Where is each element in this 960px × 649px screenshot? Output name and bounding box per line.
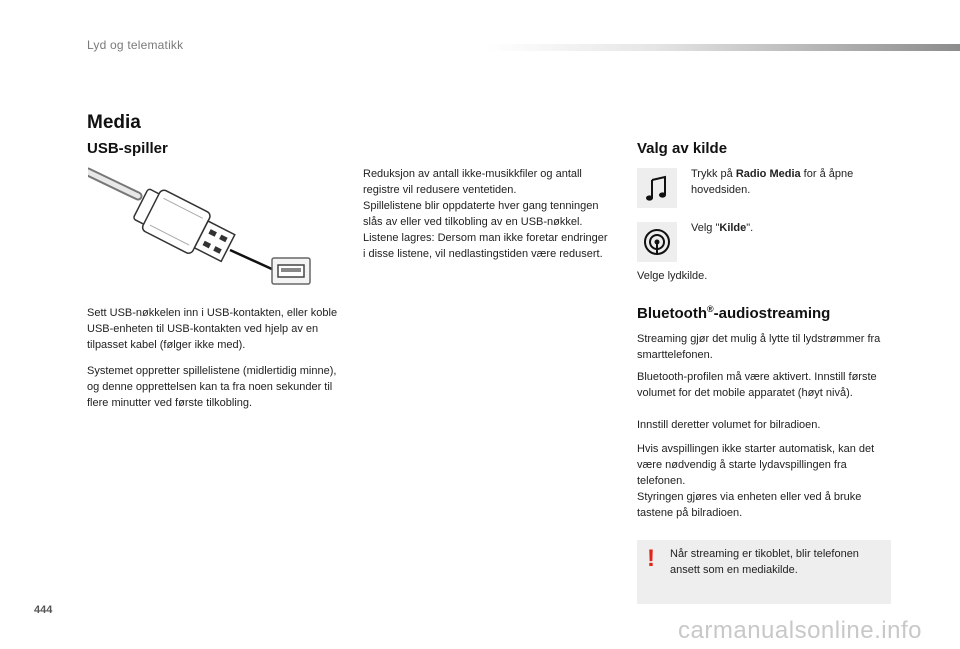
source-step-2-suffix: ". bbox=[746, 222, 754, 234]
source-signal-icon bbox=[637, 222, 677, 262]
music-note-icon bbox=[637, 168, 677, 208]
source-step-2-prefix: Velg " bbox=[691, 222, 720, 234]
source-step-2 bbox=[691, 220, 891, 236]
kilde-label: Kilde bbox=[719, 222, 747, 234]
watermark: carmanualsonline.info bbox=[678, 617, 922, 644]
usb-heading: USB-spiller bbox=[87, 140, 168, 157]
radio-media-label: Radio Media bbox=[735, 168, 801, 180]
bluetooth-heading bbox=[637, 304, 830, 322]
usb-stick-illustration bbox=[88, 166, 314, 288]
bluetooth-heading-main: Bluetooth bbox=[637, 305, 707, 322]
source-select-text: Velge lydkilde. bbox=[637, 270, 708, 282]
source-step-1-suffix: for å åpne hovedsiden. bbox=[691, 168, 854, 196]
usb-paragraph-2: Spillelistene blir oppdaterte hver gang tenningen slås av eller ved tilkobling av en USB-nøkkel. Listene lagres: Dersom man ikke foretar endringer i disse listene, vil nedlastingstiden være redusert. bbox=[363, 200, 608, 260]
warning-icon: ! bbox=[647, 545, 655, 572]
bluetooth-heading-sup: ® bbox=[706, 304, 714, 314]
bluetooth-paragraph-3a: Hvis avspillingen ikke starter automatisk, kan det være nødvendig å starte lydavspillingen fra telefonen. bbox=[637, 443, 875, 487]
header-bar bbox=[486, 44, 960, 51]
source-step-1-prefix: Trykk på bbox=[691, 168, 736, 180]
bluetooth-paragraph-1: Streaming gjør det mulig å lytte til lydstrømmer fra smarttelefonen. bbox=[637, 333, 881, 361]
page-number: 444 bbox=[34, 604, 53, 616]
usb-paragraph-4: Systemet oppretter spillelistene (midlertidig minne), og denne opprettelsen kan ta fra noen sekunder til flere minutter ved første tilkobling. bbox=[87, 365, 337, 409]
bluetooth-paragraph-2a: Bluetooth-profilen må være aktivert. Innstill første volumet for det mobile apparatet (høyt nivå). bbox=[637, 371, 877, 399]
bluetooth-paragraph-3b: Styringen gjøres via enheten eller ved å bruke tastene på bilradioen. bbox=[637, 491, 862, 519]
bluetooth-heading-rest: -audiostreaming bbox=[713, 305, 831, 322]
usb-paragraph-3: Sett USB-nøkkelen inn i USB-kontakten, eller koble USB-enheten til USB-kontakten ved hjelp av en tilpasset kabel (følger ikke med). bbox=[87, 307, 338, 351]
bluetooth-paragraph-2b: Innstill deretter volumet for bilradioen. bbox=[637, 419, 821, 431]
note-text: Når streaming er tikoblet, blir telefonen ansett som en mediakilde. bbox=[670, 548, 859, 576]
header-title: Lyd og telematikk bbox=[87, 38, 184, 52]
source-step-1 bbox=[691, 166, 891, 198]
page-title: Media bbox=[87, 112, 141, 133]
source-heading: Valg av kilde bbox=[637, 140, 728, 157]
usb-paragraph-1: Reduksjon av antall ikke-musikkfiler og antall registre vil redusere ventetiden. bbox=[363, 168, 582, 196]
